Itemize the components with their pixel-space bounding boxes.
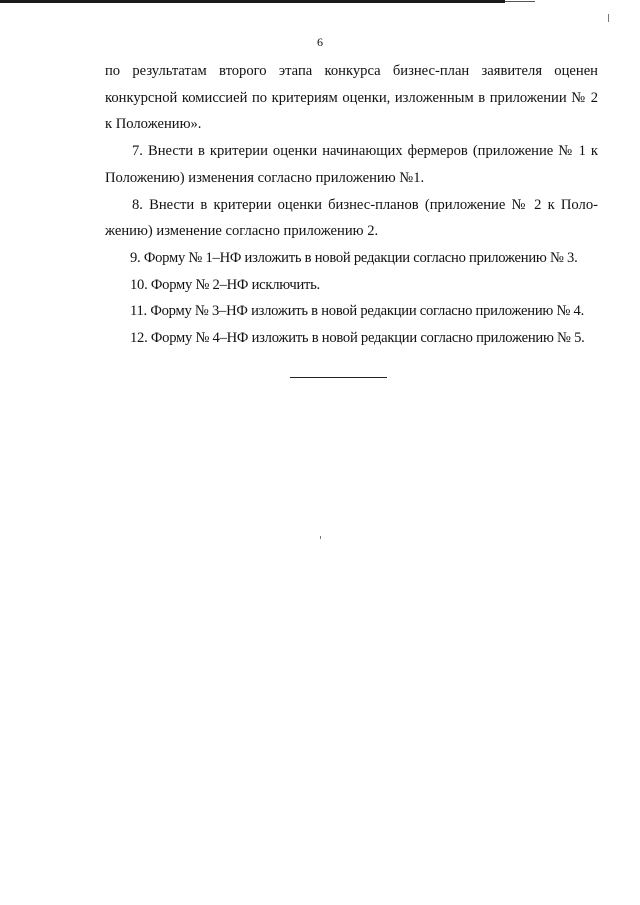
paragraph-item-10: 10. Форму № 2–НФ исключить. bbox=[130, 276, 320, 293]
page-number: 6 bbox=[317, 35, 323, 49]
scan-mark-right bbox=[608, 14, 609, 22]
paragraph-item-12: 12. Форму № 4–НФ изложить в новой редакции согласно приложению № 5. bbox=[130, 330, 585, 347]
paragraph-continuation: по результатам второго этапа конкурса бизнес-план заявителя оценен конкурсной комиссией по критериям оценки, изложенным в приложении № 2 к Положению». bbox=[105, 63, 598, 133]
paragraph-item-8: 8. Внести в критерии оценки бизнес-планов (приложение № 2 к Положению) изменение согласно приложению 2. bbox=[105, 196, 598, 240]
scan-top-edge bbox=[0, 0, 505, 3]
paragraph-item-7: 7. Внести в критерии оценки начинающих фермеров (приложение № 1 к Положению) изменения согласно приложению №1. bbox=[105, 143, 598, 186]
paragraph-item-9: 9. Форму № 1–НФ изложить в новой редакции согласно приложению № 3. bbox=[130, 249, 578, 266]
document-body bbox=[105, 58, 598, 352]
end-of-text-rule bbox=[290, 377, 387, 378]
paragraph-item-11: 11. Форму № 3–НФ изложить в новой редакции согласно приложению № 4. bbox=[130, 303, 584, 320]
scan-mark-center bbox=[320, 536, 321, 539]
